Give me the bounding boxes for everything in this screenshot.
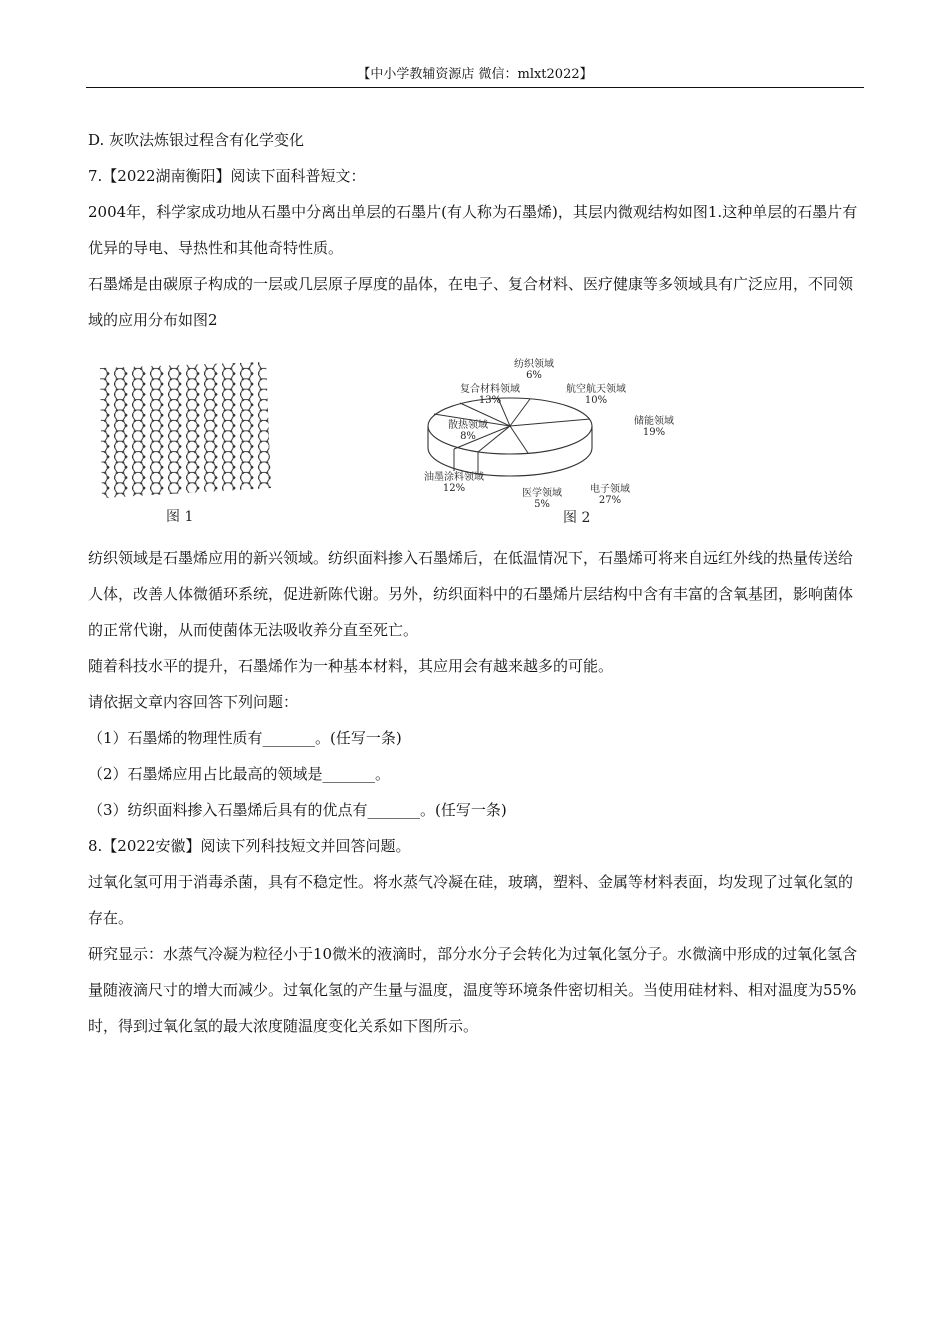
paragraph-textile-field: 纺织领域是石墨烯应用的新兴领域。纺织面料掺入石墨烯后，在低温情况下，石墨烯可将来自远红外线的热量传送给人体，改善人体微循环系统，促进新陈代谢。另外，纺织面料中的石墨烯片层结构中含有丰富的含氧基团，影响菌体的正常代谢，从而使菌体无法吸收养分直至死亡。 <box>88 549 854 639</box>
paragraph-research-findings: 研究显示：水蒸气冷凝为粒径小于10微米的液滴时，部分水分子会转化为过氧化氢分子。水微滴中形成的过氧化氢含量随液滴尺寸的增大而减少。过氧化氢的产生量与温度，温度等环境条件密切相关。当使用硅材料、相对温度为55%时，得到过氧化氢的最大浓度随温度变化关系如下图所示。 <box>88 945 858 1035</box>
document-body <box>88 122 866 1044</box>
slice-pct-electronics: 27% <box>598 495 622 506</box>
slice-label-medical: 医学领域 <box>522 488 562 499</box>
sub-question-3: （3）纺织面料掺入石墨烯后具有的优点有_______。(任写一条) <box>88 801 507 819</box>
paragraph-graphene-discovery: 2004年，科学家成功地从石墨中分离出单层的石墨片(有人称为石墨烯)，其层内微观结构如图1.这种单层的石墨片有优异的导电、导热性和其他奇特性质。 <box>88 203 858 257</box>
slice-pct-energy-storage: 19% <box>642 427 666 438</box>
slice-label-energy-storage: 储能领域 <box>634 416 674 427</box>
paragraph-outlook: 随着科技水平的提升，石墨烯作为一种基本材料，其应用会有越来越多的可能。 <box>88 657 614 675</box>
slice-label-aerospace: 航空航天领域 <box>566 384 626 395</box>
slice-pct-aerospace: 10% <box>584 395 608 406</box>
question-7-title: 7.【2022湖南衡阳】阅读下面科普短文： <box>88 167 366 185</box>
figure-1-caption: 图 1 <box>166 509 194 525</box>
option-d: D. 灰吹法炼银过程含有化学变化 <box>88 131 305 149</box>
sub-question-1: （1）石墨烯的物理性质有_______。(任写一条) <box>88 729 402 747</box>
slice-pct-medical: 5% <box>534 499 550 510</box>
paragraph-graphene-applications: 石墨烯是由碳原子构成的一层或几层原子厚度的晶体，在电子、复合材料、医疗健康等多领域具有广泛应用，不同领域的应用分布如图2 <box>88 275 854 329</box>
header-rule <box>86 87 864 88</box>
slice-label-electronics: 电子领域 <box>590 484 630 495</box>
slice-pct-heat-dissipation: 8% <box>460 431 476 442</box>
answer-prompt: 请依据文章内容回答下列问题： <box>88 693 299 711</box>
slice-label-ink-coating: 油墨涂料领域 <box>424 472 484 483</box>
figure-2-caption: 图 2 <box>563 510 591 526</box>
figure-2-pie-chart <box>358 356 718 528</box>
question-8-title: 8.【2022安徽】阅读下列科技短文并回答问题。 <box>88 837 411 855</box>
slice-label-textile: 纺织领域 <box>514 359 554 370</box>
slice-pct-textile: 6% <box>526 370 542 381</box>
slice-pct-composites: 13% <box>478 395 502 406</box>
sub-question-2: （2）石墨烯应用占比最高的领域是_______。 <box>88 765 391 783</box>
slice-label-heat-dissipation: 散热领域 <box>448 420 488 431</box>
paragraph-hydrogen-peroxide: 过氧化氢可用于消毒杀菌，具有不稳定性。将水蒸气冷凝在硅，玻璃，塑料、金属等材料表面，均发现了过氧化氢的存在。 <box>88 873 854 927</box>
slice-label-composites: 复合材料领域 <box>460 384 520 395</box>
slice-pct-ink-coating: 12% <box>442 483 466 494</box>
figures-row <box>88 356 866 528</box>
figure-1-graphene-lattice <box>96 358 276 528</box>
page-header: 【中小学教辅资源店 微信：mlxt2022】 <box>357 67 593 82</box>
